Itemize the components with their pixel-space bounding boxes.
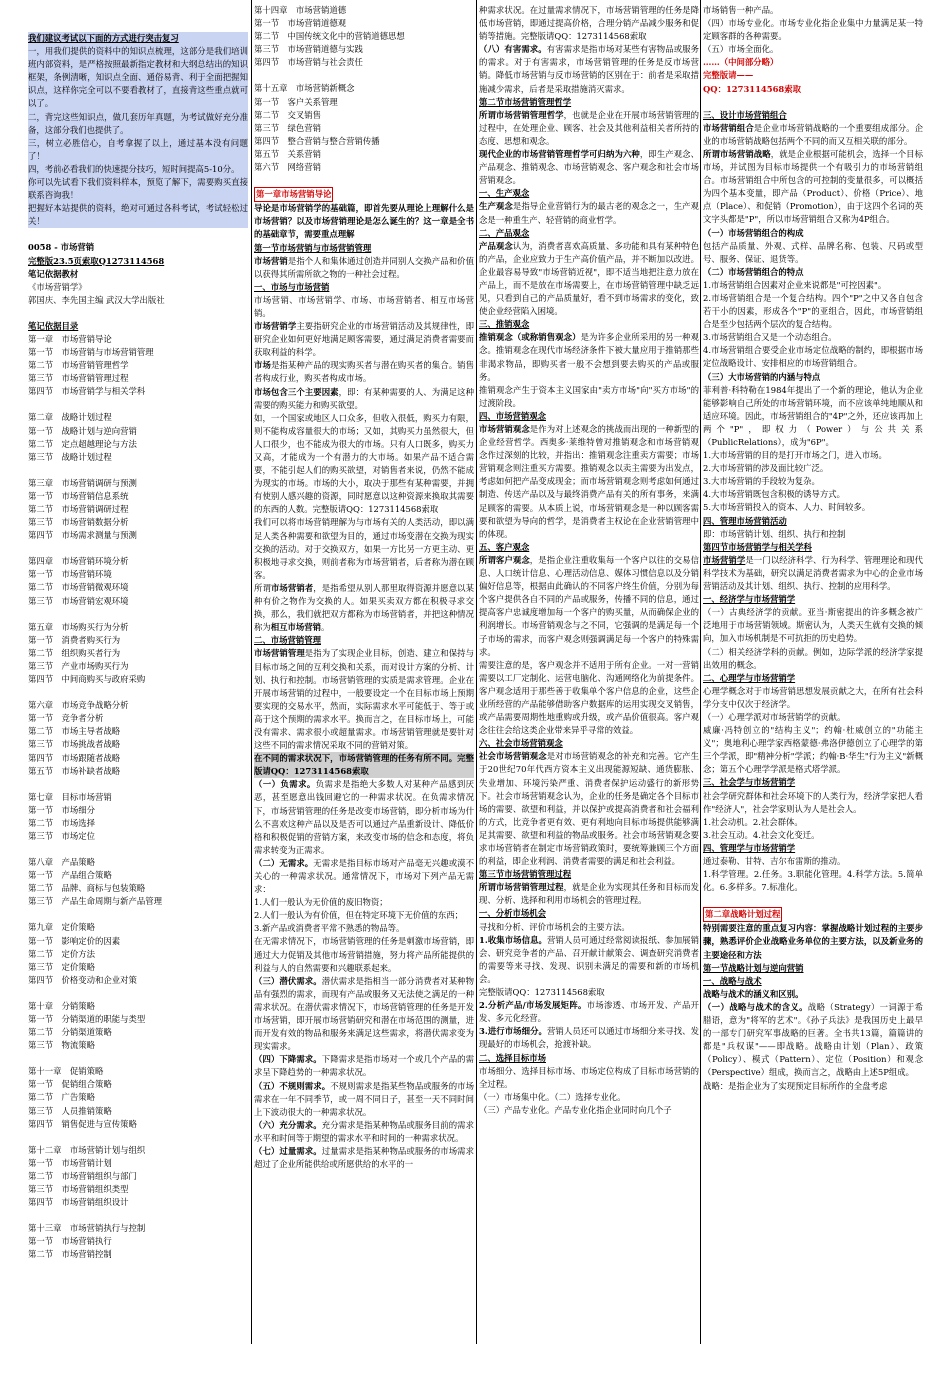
subheading-management: 二、市场营销管理: [254, 635, 321, 646]
management-title: 四、管理学与市场营销学: [703, 842, 796, 853]
concepts-list: 市场营销、市场营销学、市场、市场营销者、相互市场营销。: [254, 294, 474, 318]
excess-demand: （七）过量需求。过量需求是指某种物品或服务的市场需求超过了企业所能供给或所愿供给的水平的一: [254, 1145, 474, 1170]
toc-section: 第一节 促销组合策略: [28, 1079, 112, 1090]
megamarketing-point-4: 4.大市场营销既包含积极的诱导方式。: [703, 489, 845, 500]
strategy-tactics-title: 一、战略与战术: [703, 975, 762, 986]
toc-section: 第四节 市场需求测量与预测: [28, 530, 137, 541]
column-divider: [700, 0, 701, 1344]
product-specialization: （三）产品专业化。产品专业化指企业同时向几个子: [479, 1104, 672, 1115]
advice-item-2: 二，背完这些知识点，做几套历年真题，为考试做好充分准备，这部分我们也提供了。: [28, 111, 248, 135]
qq-note: 完整版请QQ：1273114568索取: [479, 987, 605, 998]
management-science: 通过泰勒、甘特、吉尔布雷斯的推动。: [703, 856, 846, 866]
marketing-mix-definition: 市场营销组合是企业市场营销战略的一个重要组成部分。企业的市场营销战略包括两个不同的而又互相关联的部分。: [703, 122, 923, 146]
toc-section: 第二节 交叉销售: [254, 109, 321, 120]
toc-section: 第四节 市场营销与社会责任: [254, 57, 363, 68]
target-market-patterns: （一）市场集中化。（二）选择专业化。: [479, 1091, 626, 1102]
toc-section: 第三节 人员推销策略: [28, 1105, 112, 1116]
toc-section: 第三节 市场营销管理过程: [28, 373, 129, 384]
toc-section: 第四节 整合营销与整合营销传播: [254, 135, 380, 146]
full-market-coverage: （五）市场全面化。: [703, 44, 779, 55]
manage-activities: 即：市场营销计划、组织、执行和控制: [703, 528, 846, 539]
column-2: [254, 0, 474, 1348]
megamarketing: 菲利普·科特勒在1984年提出了一个新的理论，他认为企业能够影响自己所处的市场营销环境，而不应该单纯地顺从和适应环境。因此，市场营销组合的"4P"之外，还应该再加上两个"P"，即权力（Power）与公共关系（PublicRelations），成为"6P"。: [703, 384, 923, 447]
toc-chapter: 第十二章 市场营销计划与组织: [28, 1144, 146, 1155]
toc-heading: 笔记依据目录: [28, 320, 79, 331]
toc-section: 第二节 组织购买者行为: [28, 647, 121, 658]
sociology: 社会学研究群体和社会环境下的人类行为，经济学家把人看作"经济人"，社会学家则认为人是社会人。: [703, 790, 923, 814]
toc-section: 第三节 定价策略: [28, 961, 95, 972]
toc-section: 第一节 战略计划与逆向营销: [28, 425, 137, 436]
toc-section: 第二节 中国传统文化中的营销道德思想: [254, 31, 405, 42]
toc-section: 第一节 市场细分: [28, 804, 95, 815]
study-advice-box: [28, 32, 248, 228]
manage-activities-title: 四、管理市场营销活动: [703, 515, 787, 526]
chapter1-title: 第一章市场营销导论: [254, 187, 333, 202]
megamarketing-title: （三）大市场营销的内涵与特点: [703, 371, 821, 382]
toc-section: 第三节 市场挑战者战略: [28, 739, 121, 750]
toc-section: 第一节 影响定价的因素: [28, 935, 121, 946]
toc-chapter: 第十五章 市场营销新概念: [254, 83, 355, 94]
toc-list: [28, 333, 248, 1262]
megamarketing-point-3: 3.大市场营销的手段较为复杂。: [703, 476, 820, 487]
toc-section: 第二节 市场主导者战略: [28, 726, 121, 737]
mix-feature-4: 4.市场营销组合要受企业市场定位战略的制约，即根据市场定位战略设计、安排相应的市场营销组合。: [703, 345, 923, 369]
column-1: [28, 0, 248, 1376]
toc-section: 第四节 销售促进与宣传策略: [28, 1118, 137, 1129]
toc-section: 第一节 竞争者分析: [28, 713, 104, 724]
toc-section: 第二节 品牌、商标与包装策略: [28, 883, 146, 894]
toc-chapter: 第二章 战略计划过程: [28, 412, 112, 423]
marketing-concept: 市场营销观念是作为对上述观念的挑战而出现的一种新型的企业经营哲学。西奥多·莱维特曾对推销观念和市场营销观念作过深刻的比较，并指出：推销观念注重卖方需要；市场营销观念则注重买方需要。推销观念以卖主需要为出发点，考虑如何把产品变成现金；而市场营销观念则考虑如何通过制造、传送产品以及与最终消费产品有关的所有事务，来满足顾客的需要。从本质上说，市场营销观念是一种以顾客需要和欲望为导向的哲学，是消费者主权论在企业营销管理中的体现。: [479, 424, 699, 539]
market-definition: 市场是指某种产品的现实购买者与潜在购买者的集合。销售者构成行业，购买者构成市场。: [254, 360, 474, 384]
toc-section: 第三节 绿色营销: [254, 122, 321, 133]
market-segmentation: 3.进行市场细分。营销人员还可以通过市场细分来寻找、发现最好的市场机会，抢渡补缺。: [479, 1026, 699, 1050]
toc-section: 第五节 市场补缺者战略: [28, 765, 121, 776]
strategy-tactics-bold: 战略与战术的涵义和区别。: [703, 988, 804, 999]
toc-section: 第六节 网络营销: [254, 162, 321, 173]
customer-concept-title: 五、客户观念: [479, 541, 530, 552]
chapter2-intro: 特别需要注意的重点复习内容：掌握战略计划过程的主要步骤，熟悉评价企业战略业务单位的主要方法，以及新业务的主要途径和方法: [703, 923, 923, 960]
market-example: 如，一个国家或地区人口众多，但收入很低，购买力有限，则不能构成容量很大的市场；又如，其购买力虽然很大，但人口很少，也不能成为很大的市场。只有人口既多，购买力又高，才能成为一个有潜力的大市场。如果产品不适合需要，不能引起人们的购买欲望，对销售者来说，仍然不能成为现实的市场。市场的大小，取决于那些有某种需要，并拥有使别人感兴趣的资源，同时愿意以这种资源来换取其需要的东西的人数。完整版请QQ：1273114568索取: [254, 412, 474, 515]
section3-title: 第三节市场营销管理过程: [479, 869, 572, 880]
toc-section: 第一节 产品组合策略: [28, 870, 112, 881]
advice-closing: 把握好本站提供的资料，绝对可通过各科考试，考试轻松过关！: [28, 203, 248, 227]
marketing-activity: 我们可以将市场营销理解为与市场有关的人类活动，即以满足人类各种需要和欲望为目的，通过市场变潜在交换为现实交换的活动。对于交换双方，如果一方比另一方更主动、更积极地寻求交换，则前者称为市场营销者，后者称为潜在顾客。: [254, 517, 474, 580]
marketing-science-nature: 市场营销学是一门以经济科学、行为科学、管理理论和现代科学技术为基础，研究以满足消费者需求为中心的企业市场营销活动及其计划、组织、执行、控制的应用科学。: [703, 554, 923, 592]
qq-contact: QQ：1273114568索取: [703, 83, 801, 94]
advice-item-1: 一，用我们提供的资料中的知识点梳理，这部分是我们培训班内部资料，是严格按照最新指定教材和大纲总结出的知识框架，条例清晰，知识点全面、通俗易背、利于全面把握知识点，这样你完全可以不要看教材了，直接背这些重点就可以了。: [28, 46, 248, 109]
selling-concept: 推销观念（或称销售观念）是为许多企业所采用的另一种观念。推销观念在现代市场经济条件下被大量应用于推销那些非渴求物品，即购买者一般不会想到要去购买的产品或服务。: [479, 332, 699, 382]
toc-section: 第五节 关系营销: [254, 148, 321, 159]
production-concept-title: 一、生产观念: [479, 188, 530, 199]
toc-section: 第二节 分销渠道策略: [28, 1027, 112, 1038]
toc-chapter: 第十章 分销策略: [28, 1000, 95, 1011]
megamarketing-point-2: 2.大市场营销的涉及面比较广泛。: [703, 463, 829, 474]
mix-features-title: （二）市场营销组合的特点: [703, 266, 804, 277]
advice-sample: 你可以先试看下我们资料样本，预览了解下，需要购买直接联系咨询我！: [28, 177, 248, 201]
analyze-opportunities: 寻找和分析、评价市场机会的主要方法。: [479, 921, 630, 932]
psychology-contribution: 心理学概念对于市场营销思想发展贡献之大，在所有社会科学分支中仅次于经济学。: [703, 685, 923, 709]
no-demand: （二）无需求。无需求是指目标市场对产品毫无兴趣或漠不关心的一种需求状况。通常情况下，市场对下列产品无需求：: [254, 857, 474, 895]
section1-title: 第一节市场营销与市场营销管理: [254, 242, 372, 253]
advice-item-3: 三，树立必胜信心，自考拿握了以上，通过基本没有问题了！: [28, 137, 248, 161]
marketer-definition: 所谓市场营销者，是指希望从别人那里取得资源并愿意以某种有价之物作为交换的人。如果买卖双方都在积极寻求交换，那么，我们就把双方都称为市场营销者，并把这种情况称为相互市场营销。: [254, 582, 474, 633]
selling-concept-origin: 推销观念产生于资本主义国家由"卖方市场"向"买方市场"的过渡阶段。: [479, 384, 699, 408]
chapter2-title: 第二章战略计划过程: [703, 907, 782, 922]
production-concept: 生产观念是指导企业营销行为的最古老的观念之一，生产观念是一种重生产、轻营销的商业哲学。: [479, 201, 699, 225]
marketing-mix-title: 三、设计市场营销组合: [703, 109, 787, 120]
product-concept-title: 二、产品观念: [479, 227, 530, 238]
toc-section: 第一节 市场营销计划: [28, 1157, 112, 1168]
latent-demand: （三）潜伏需求。潜伏需求是指相当一部分消费者对某种物品有强烈的需求，而现有产品或服务又无法使之满足的一种需求状况。在潜伏需求情况下，市场营销管理的任务是开发市场营销，即开展市场营销研究和潜在市场范围的测量，进而开发有效的物品和服务来满足这些需求，将潜伏需求变为现实需求。: [254, 975, 474, 1052]
toc-section: 第一节 市场营销与市场营销管理: [28, 347, 154, 358]
sociology-list-1: 1.社会动机。2.社会群体。: [703, 816, 803, 827]
no-demand-item-2: 2.人们一般认为有价值，但在特定环境下无价值的东西；: [254, 910, 463, 921]
excess-demand-continued: 种需求状况。在过量需求情况下，市场营销管理的任务是降低市场营销，即通过提高价格，合理分销产品减少服务和促销等措施。完整版请QQ：1273114568索取: [479, 5, 699, 42]
strategy-meaning: （一）战略与战术的含义。战略（Strategy）一词源于希腊语，意为"将军的艺术"。《孙子兵法》是我国历史上最早的一部专门研究军事战略的巨著。全书共13篇，篇篇讲的都是"兵权谋"——即战略。战略由计划（Plan）、政策（Policy）、模式（Pattern）、定位（Position）和观念（Perspective）组成，换而言之，战略由上述5P组成。: [703, 1001, 923, 1078]
megamarketing-point-5: 5.大市场营销投入的资本、人力、时间较多。: [703, 502, 871, 513]
mix-feature-3: 3.市场营销组合又是一个动态组合。: [703, 332, 837, 343]
toc-section: 第四节 价格变动和企业对策: [28, 974, 137, 985]
marketing-strategy-definition: 所谓市场营销战略，就是企业根据可能机会，选择一个目标市场，并试图为目标市场提供一个有吸引力的市场营销组合。市场营销组合中所包含的可控制的变量很多，可以概括为四个基本变量，即产品（Product）、价格（Price）、地点（Place）、和促销（Promotion），由于这四个名词的英文字头都是"P"，所以市场营销组合又称为4P组合。: [703, 148, 923, 225]
toc-chapter: 第九章 定价策略: [28, 922, 95, 933]
toc-section: 第四节 市场跟随者战略: [28, 752, 121, 763]
toc-section: 第三节 市场营销道德与实践: [254, 44, 363, 55]
section2-title: 第二节市场营销管理哲学: [479, 96, 572, 107]
toc-section: 第一节 市场营销信息系统: [28, 490, 129, 501]
toc-section: 第三节 产品生命周期与新产品管理: [28, 896, 162, 907]
six-philosophies: 现代企业的市场营销管理哲学可归纳为六种，即生产观念、产品观念、推销观念、市场营销观念、客户观念和社会市场营销观念。: [479, 149, 699, 186]
toc-section: 第二节 定点超越理论与方法: [28, 438, 137, 449]
toc-section: 第二节 广告策略: [28, 1092, 95, 1103]
sociology-title: 三、社会学与市场营销学: [703, 777, 796, 788]
toc-section: 第一节 市场营销道德观: [254, 18, 347, 29]
marketing-definition: 市场营销是指个人和集体通过创造并同别人交换产品和价值以获得其所需所欲之物的一种社会过程。: [254, 255, 474, 279]
no-demand-item-1: 1.人们一般认为无价值的废旧物资；: [254, 897, 388, 908]
irregular-demand: （五）不规则需求。不规则需求是指某些物品或服务的市场需求在一年不同季节，或一周不同日子，甚至一天不同时间上下波动很大的一种需求状况。: [254, 1080, 474, 1117]
textbook-title: 《市场营销学》: [28, 281, 87, 292]
toc-section: 第一节 市场营销执行: [28, 1236, 112, 1247]
toc-chapter: 第十一章 促销策略: [28, 1066, 104, 1077]
toc-chapter: 第八章 产品策略: [28, 857, 95, 868]
societal-concept-title: 六、社会市场营销观念: [479, 738, 563, 749]
no-demand-item-3: 3.新产品或消费者平常不熟悉的物品等。: [254, 923, 405, 934]
toc-section: 第四节 市场营销学与相关学科: [28, 386, 146, 397]
toc-section: 第二节 市场营销微观环境: [28, 582, 129, 593]
harmful-demand: （八）有害需求。有害需求是指市场对某些有害物品或服务的需求。对于有害需求，市场营销管理的任务是反市场营销。降低市场营销与反市场营销的区别在于：前者是采取措施减少需求，后者是采取措施消灭需求。: [479, 44, 699, 94]
psychology-schools-title: （一）心理学派对市场营销学的贡献。: [703, 711, 846, 722]
chapter1-intro: 导论是市场营销学的基础篇，即首先要从理论上理解什么是市场营销？以及市场营销理论是怎么诞生的？这一章是全书的基础章节，需要重点理解: [254, 203, 474, 240]
column-3: [479, 0, 699, 1348]
philosophy-definition: 所谓市场营销管理哲学，也就是企业在开展市场营销管理的过程中，在处理企业、顾客、社会及其他利益相关者所持的态度、思想和观念。: [479, 109, 699, 146]
toc-chapter: 第七章 目标市场营销: [28, 791, 112, 802]
toc-section: 第三节 市场定位: [28, 830, 95, 841]
full-demand: （六）充分需求。充分需求是指某种物品或服务目前的需求水平和时间等于期望的需求水平和时间的一种需求状况。: [254, 1119, 474, 1143]
toc-section: 第二节 市场选择: [28, 817, 95, 828]
toc-section: 第一节 消费者购买行为: [28, 634, 121, 645]
toc-section: 第一节 市场营销环境: [28, 569, 112, 580]
related-economics: （二）相关经济学科的贡献。例如，边际学派的经济学家提出效用的概念。: [703, 646, 923, 670]
product-concept: 产品观念认为，消费者喜欢高质量、多功能和具有某种特色的产品，企业应致力于生产高价值产品，并不断加以改进。企业最容易导致"市场营销近视"，即不适当地把注意力放在产品上，而不是放在市场需要上，在市场营销管理中缺乏远见，只看到自己的产品质量好，看不到市场需求的变化，致使企业经营陷入困境。: [479, 240, 699, 317]
column-divider: [251, 0, 252, 1344]
analyze-opportunities-title: 一、分析市场机会: [479, 908, 546, 919]
management-list: 1.科学管理。2.任务。3.职能化管理。4.科学方法。5.简单化。6.多样多。7.标准化。: [703, 869, 923, 893]
strategy-definition: 战略：是指企业为了实现预定目标所作的全盘考虑: [703, 1080, 888, 1091]
toc-section: 第三节 战略计划过程: [28, 451, 112, 462]
marketing-science-definition: 市场营销学主要指研究企业的市场营销活动及其规律性，即研究企业如何更好地满足顾客需要，通过满足消费者需要而获取利益的科学。: [254, 321, 474, 358]
advice-heading: 我们建议考试以下面的方式进行突击复习: [28, 33, 179, 43]
textbook-authors: 郭国庆、李先国主编 武汉大学出版社: [28, 294, 165, 305]
toc-section: 第一节 客户关系管理: [254, 96, 338, 107]
toc-chapter: 第六章 市场竞争战略分析: [28, 700, 129, 711]
classical-economics: （一）古典经济学的贡献。亚当·斯密提出的许多概念被广泛地用于市场营销领域。斯密认为，人类天生就有交换的倾向，加入市场机制是不可抗拒的历史趋势。: [703, 607, 923, 644]
toc-section: 第二节 定价方法: [28, 948, 95, 959]
column-4: [703, 0, 923, 1348]
toc-list-continued: [254, 4, 474, 174]
mix-feature-2: 2.市场营销组合是一个复合结构。四个"P"之中又各自包含若干小的因素，形成各个"P"的亚组合，因此，市场营销组合是至少包括两个层次的复合结构。: [703, 292, 923, 330]
customer-concept-note: 需要注意的是，客户观念并不适用于所有企业。一对一营销需要以工厂定制化、运营电脑化、沟通网络化为前提条件。客户观念适用于那些善于收集单个客户信息的企业，这些企业所经营的产品能够借助客户数据库的运用实现交叉销售，或产品需要周期性地重购或升级，或产品价值很高。客户观念往往会给这类企业带来异乎寻常的效益。: [479, 659, 699, 736]
negative-demand: （一）负需求。负需求是指绝大多数人对某种产品感到厌恶，甚至愿意出钱回避它的一种需求状况。在负需求情况下，市场营销管理的任务是改变市场营销，即分析市场为什么不喜欢这种产品以及是否可以通过产品重新设计、降低价格和积极促销的营销方案，来改变市场的信念和态度，将负需求转变为正需求。: [254, 779, 474, 855]
omitted-note: ……（中间部分略）: [703, 57, 779, 68]
toc-section: 第四节 市场营销组织设计: [28, 1197, 129, 1208]
toc-section: 第三节 市场营销宏观环境: [28, 595, 129, 606]
textbook-heading: 笔记依据教材: [28, 268, 79, 279]
mix-composition-title: （一）市场营销组合的构成: [703, 227, 804, 238]
toc-section: 第三节 市场营销数据分析: [28, 517, 129, 528]
toc-chapter: 第三章 市场营销调研与预测: [28, 477, 137, 488]
psychology-title: 二、心理学与市场营销学: [703, 672, 796, 683]
toc-chapter: 第四章 市场营销环境分析: [28, 556, 129, 567]
declining-demand: （四）下降需求。下降需求是指市场对一个或几个产品的需求呈下降趋势的一种需求状况。: [254, 1054, 474, 1078]
sociology-list-2: 3.社会互动。4.社会文化变迁。: [703, 829, 820, 840]
toc-section: 第三节 产业市场购买行为: [28, 660, 129, 671]
process-definition: 所谓市场营销管理过程，就是企业为实现其任务和目标而发现、分析、选择和利用市场机会的管理过程。: [479, 882, 699, 906]
product-specialization-cont: 市场销售一种产品。: [703, 5, 779, 15]
toc-section: 第四节 中间商购买与政府采购: [28, 674, 146, 685]
market-specialization: （四）市场专业化。市场专业化指企业集中力量满足某一特定顾客群的各种需要。: [703, 18, 923, 42]
product-market-matrix: 2.分析产品/市场发展矩阵。市场渗透、市场开发、产品开发、多元化经营。: [479, 1000, 699, 1024]
section4-title: 第四节市场营销学与相关学科: [703, 541, 812, 552]
full-version-note: 完整版请——: [703, 70, 754, 81]
advice-item-4: 四，考前必看我们的快速提分技巧，短时间提高5-10分。: [28, 163, 240, 174]
toc-section: 第三节 市场营销组织类型: [28, 1184, 129, 1195]
economics-title: 一、经济学与市场营销学: [703, 594, 796, 605]
no-demand-task: 在无需求情况下，市场营销管理的任务是刺激市场营销，即通过大力促销及其他市场营销措施，努力将产品所能提供的利益与人的自然需要和兴趣联系起来。: [254, 936, 474, 973]
toc-chapter: 第五章 市场购买行为分析: [28, 621, 129, 632]
psychology-schools: 威廉·冯特创立的"结构主义"；约翰·杜威创立的"功能主义"；奥地利心理学家西格蒙德·弗洛伊德创立了心理学的第三个学派，即"精神分析"学派；约翰·B·华生"行为主义"新概念；第五个心理学学派是格式塔学派。: [703, 725, 923, 775]
toc-chapter: 第十三章 市场营销执行与控制: [28, 1223, 146, 1234]
select-target-market-title: 二、选择目标市场: [479, 1052, 546, 1063]
toc-section: 第二节 市场营销管理哲学: [28, 360, 129, 371]
chapter2-section1-title: 第一节战略计划与逆向营销: [703, 962, 804, 973]
societal-concept: 社会市场营销观念是对市场营销观念的补充和完善。它产生于20世纪70年代西方资本主义出现能源短缺、通货膨胀、失业增加、环境污染严重、消费者保护运动盛行的新形势下。社会市场营销观念认为，企业的任务是确定各个目标市场的需要、欲望和利益，并以保护或提高消费者和社会福利的方式，比竞争者更有效、更有利地向目标市场提供能够满足其需要、欲望和利益的物品或服务。社会市场营销观念要求市场营销者在制定市场营销政策时，要统筹兼顾三个方面的利益，即企业利润、消费者需要的满足和社会利益。: [479, 751, 699, 867]
demand-states-note: 在不同的需求状况下，市场营销管理的任务有所不同。完整版请QQ：1273114568索取: [254, 752, 474, 778]
collect-information: 1.收集市场信息。营销人员可通过经常阅读报纸、参加展销会、研究竞争者的产品、召开献计献策会、调查研究消费者的需要等来寻找、发现、识别未满足的需要和新的市场机会。: [479, 934, 699, 984]
customer-concept: 所谓客户观念，是指企业注重收集每一个客户以往的交易信息、人口统计信息、心理活动信息、媒体习惯信息以及分销偏好信息等，根据由此确认的不同客户终生价值，分别为每个客户提供各自不同的产品或服务，传播不同的信息，通过提高客户忠诚度增加每一个客户的购买量，从而确保企业的利润增长。市场营销观念与之不同，它强调的是满足每一个子市场的需求，而客户观念则强调满足每一个客户的特殊需求。: [479, 554, 699, 657]
mix-feature-1: 1.市场营销组合因素对企业来说都是"可控因素"。: [703, 279, 887, 290]
marketing-concept-title: 四、市场营销观念: [479, 410, 546, 421]
full-version-note: 完整版23.5页索取Q1273114568: [28, 255, 165, 266]
management-definition: 市场营销管理是指为了实现企业目标，创造、建立和保持与目标市场之间的互利交换和关系，而对设计方案的分析、计划、执行和控制。市场营销管理的实质是需求管理。企业在开展市场营销的过程中，一般要设定一个在目标市场上预期要实现的交易水平，然而，实际需求水平可能低于、等于或高于这个预期的需求水平。换而言之，在目标市场上，可能没有需求、需求很小或超量需求。市场营销管理就是要针对这些不同的需求情况采取不同的营销对策。: [254, 648, 474, 751]
toc-section: 第二节 市场营销控制: [28, 1249, 112, 1260]
toc-chapter: 第一章 市场营销导论: [28, 333, 112, 344]
course-code: 0058 - 市场营销: [28, 242, 95, 253]
market-three-factors: 市场包含三个主要因素，即：有某种需要的人、为满足这种需要的购买能力和购买欲望。: [254, 386, 474, 410]
toc-section: 第一节 分销渠道的职能与类型: [28, 1014, 146, 1024]
toc-chapter: 第十四章 市场营销道德: [254, 5, 347, 15]
toc-section: 第二节 市场营销调研过程: [28, 504, 129, 514]
selling-concept-title: 三、推销观念: [479, 319, 530, 330]
target-market-process: 市场细分、选择目标市场、市场定位构成了目标市场营销的全过程。: [479, 1065, 699, 1089]
subheading-market: 一、市场与市场营销: [254, 281, 330, 292]
mix-composition: 包括产品质量、外观、式样、品牌名称、包装、尺码或型号、服务、保证、退货等。: [703, 240, 923, 264]
toc-section: 第三节 物流策略: [28, 1040, 95, 1051]
column-divider: [476, 0, 477, 1344]
megamarketing-point-1: 1.大市场营销的目的是打开市场之门，进入市场。: [703, 450, 887, 461]
toc-section: 第二节 市场营销组织与部门: [28, 1170, 137, 1181]
